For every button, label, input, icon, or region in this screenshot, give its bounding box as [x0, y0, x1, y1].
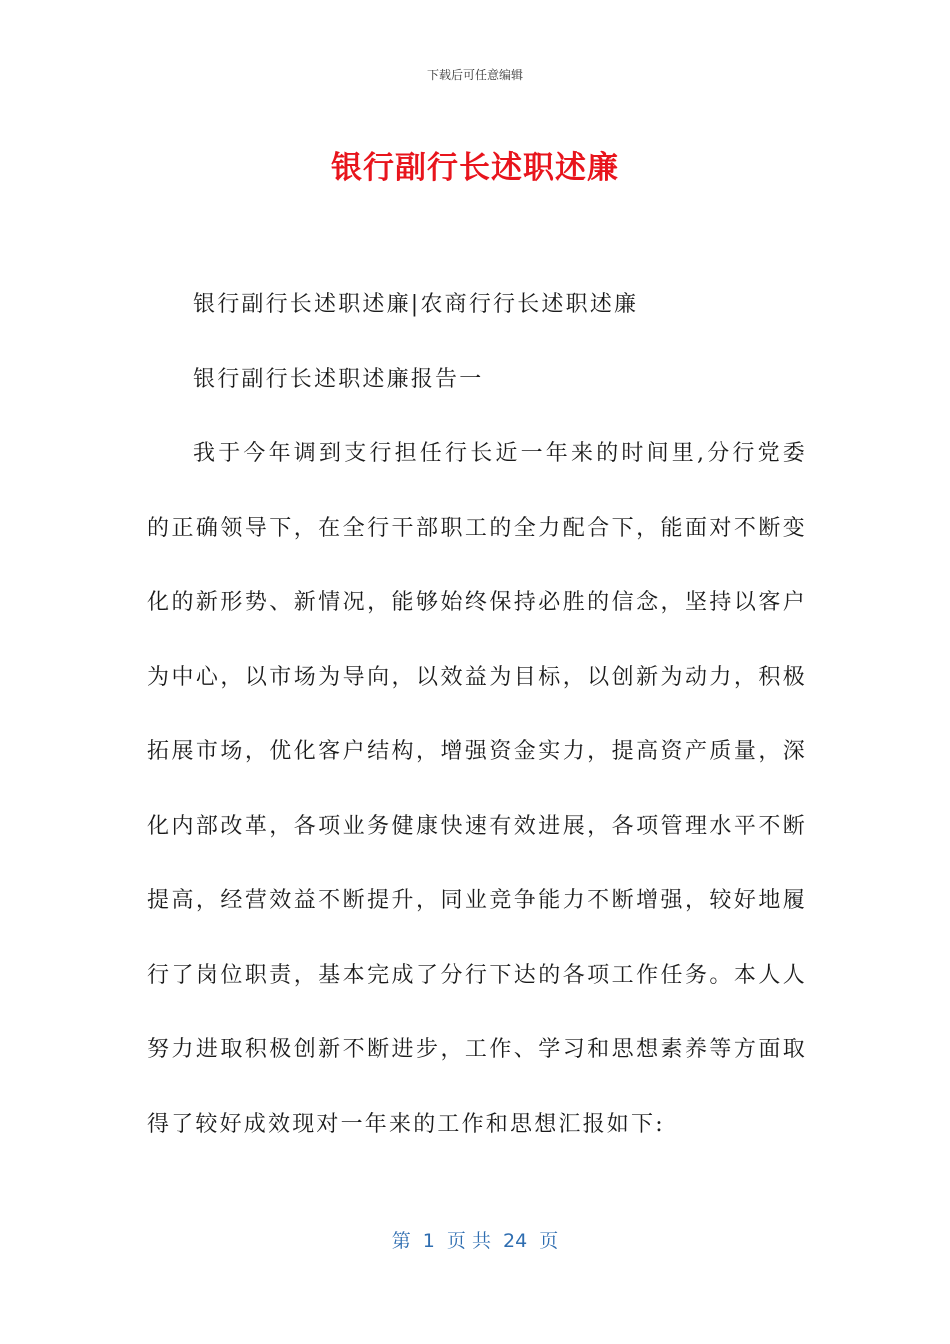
document-title: 银行副行长述职述廉 [331, 150, 619, 186]
document-body [147, 268, 807, 1162]
paragraph-report-heading: 银行副行长述职述廉报告一 [193, 366, 484, 392]
paragraph-body: 我于今年调到支行担任行长近一年来的时间里,分行党委的正确领导下，在全行干部职工的全力配合下，能面对不断变化的新形势、新情况，能够始终保持必胜的信念，坚持以客户为中心，以市场为导向，以效益为目标，以创新为动力，积极拓展市场，优化客户结构，增强资金实力，提高资产质量，深化内部改革，各项业务健康快速有效进展，各项管理水平不断提高，经营效益不断提升，同业竞争能力不断增强，较好地履行了岗位职责，基本完成了分行下达的各项工作任务。本人人努力进取积极创新不断进步，工作、学习和思想素养等方面取得了较好成效现对一年来的工作和思想汇报如下: [147, 441, 807, 1137]
paragraph-subtitle: 银行副行长述职述廉|农商行行长述职述廉 [193, 292, 639, 317]
page-number-footer: 第 1 页 共 24 页 [391, 1230, 559, 1252]
header-note: 下载后可任意编辑 [426, 68, 523, 82]
